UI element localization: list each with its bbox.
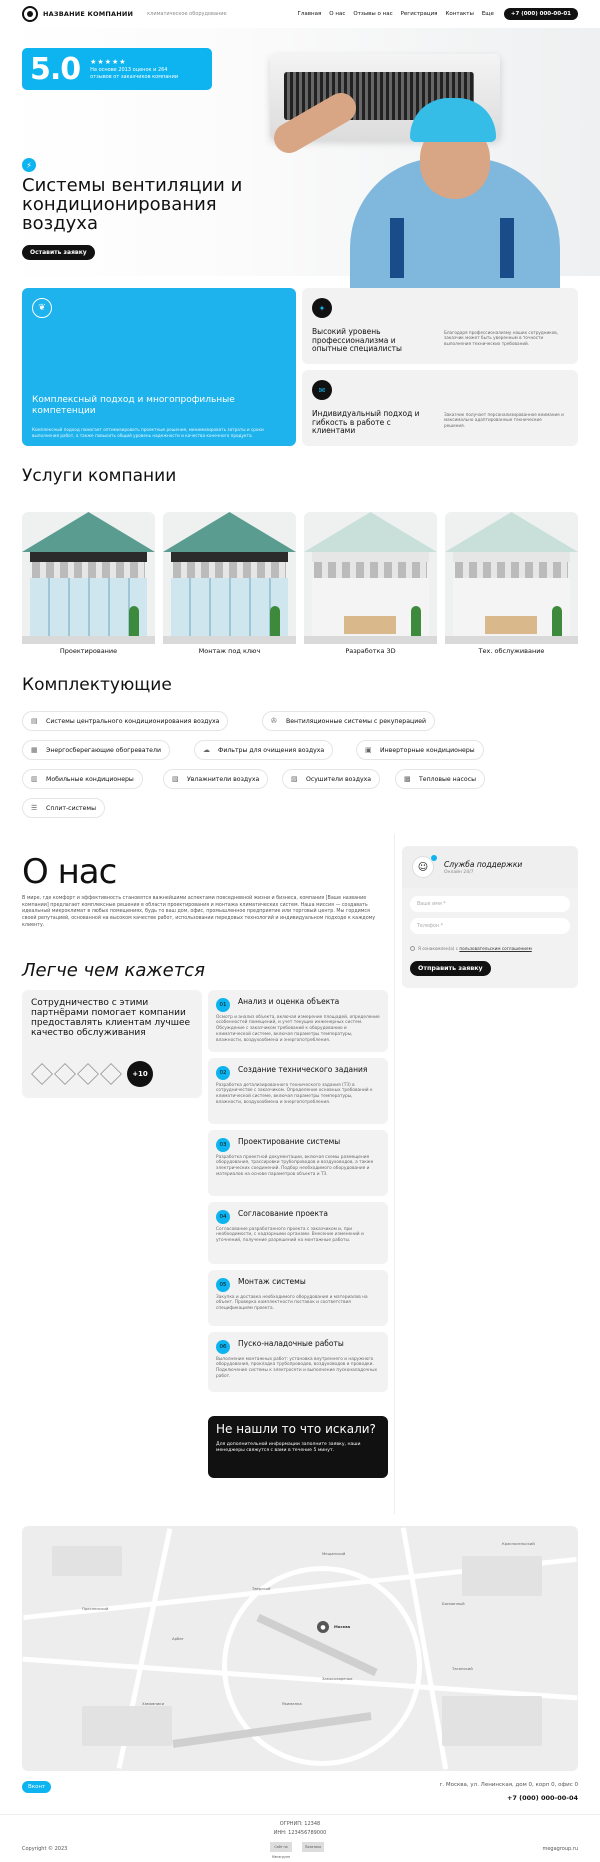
- step-number: 01: [216, 998, 230, 1012]
- step-card: [208, 1058, 388, 1124]
- name-input[interactable]: Ваше имя *: [410, 896, 570, 912]
- not-found-card[interactable]: [208, 1416, 388, 1478]
- components-title: Комплектующие: [22, 675, 172, 695]
- service-label: Тех. обслуживание: [478, 647, 545, 655]
- vk-social-button[interactable]: Вконт: [22, 1781, 51, 1793]
- step-title: Проектирование системы: [238, 1137, 341, 1146]
- step-number: 03: [216, 1138, 230, 1152]
- partner-logo-icon: [77, 1063, 99, 1085]
- partners-more-badge[interactable]: +10: [127, 1061, 153, 1087]
- plant-icon: [411, 606, 421, 636]
- consent-checkbox[interactable]: Я ознакомлен(а) с пользовательским соглашением: [410, 946, 532, 951]
- step-text: Закупка и доставка необходимого оборудования и материалов на объект. Проверка комплектности поставок и соответствия спецификациям проекта.: [216, 1294, 368, 1312]
- nav-item-more[interactable]: Еще: [481, 11, 494, 17]
- developer-link[interactable]: megagroup.ru: [542, 1846, 578, 1852]
- inn: ИНН: 123456789000: [273, 1830, 327, 1836]
- partners-card: [22, 990, 202, 1098]
- partner-logo-icon: [54, 1063, 76, 1085]
- hero-cta-button[interactable]: Оставить заявку: [22, 245, 95, 260]
- support-avatar: ☺: [412, 856, 434, 878]
- support-status: Онлайн 24/7: [444, 870, 474, 875]
- service-card-turnkey[interactable]: [163, 512, 296, 655]
- component-chip[interactable]: ✇ Вентиляционные системы с рекуперацией: [262, 711, 435, 731]
- rating-stars-icon: ★★★★★: [90, 57, 127, 66]
- feature-title: Индивидуальный подход и гибкость в работе с клиентами: [312, 409, 420, 436]
- nav-item-contacts[interactable]: Контакты: [445, 11, 474, 17]
- site-header: [0, 0, 600, 28]
- feature-text: Благодаря профессионализму наших сотрудников, заказчик может быть уверенным в точности выполнения технических требований.: [444, 330, 559, 346]
- service-label: Разработка 3D: [345, 647, 396, 655]
- step-text: Разработка детализированного технического задания (ТЗ) в сотрудничестве с заказчиком. Определение основных требований к климатической системе, включая параметры температуры, влажности, воздухообмена и энергопотребления.: [216, 1082, 373, 1106]
- hero-title: Системы вентиляции и кондиционирования воздуха: [22, 175, 243, 234]
- step-text: Разработка проектной документации, включая схемы размещения оборудования, трассировки трубопроводов и воздуховодов, а также электрических соединений. Подбор необходимого оборудования и материалов на основе параметров объекта и ТЗ.: [216, 1154, 374, 1178]
- online-indicator: [431, 855, 437, 861]
- leaf-icon: ❦: [32, 298, 52, 318]
- service-image: [304, 512, 437, 644]
- filter-icon: ☁: [203, 745, 210, 754]
- step-number: 02: [216, 1066, 230, 1080]
- split-system-icon: ☰: [31, 803, 38, 812]
- partner-logos: [31, 1061, 153, 1087]
- megagroup-badge[interactable]: Сайт на Мегагрупп: [270, 1842, 292, 1852]
- step-text: Выполнение монтажных работ: установка внутреннего и наружного оборудования, прокладка трубопроводов, воздуховодов и проводки. Подключение системы к электросети и выполнение пусконаладочных работ.: [216, 1356, 378, 1380]
- brand-name[interactable]: НАЗВАНИЕ КОМПАНИИ: [43, 10, 134, 18]
- component-chip[interactable]: ☰ Сплит-системы: [22, 798, 105, 818]
- step-card: [208, 990, 388, 1052]
- step-number: 05: [216, 1278, 230, 1292]
- step-number: 06: [216, 1340, 230, 1354]
- step-card: [208, 1332, 388, 1392]
- service-card-3d[interactable]: [304, 512, 437, 655]
- services-section: [0, 454, 600, 659]
- step-title: Пуско-наладочные работы: [238, 1339, 344, 1348]
- service-image: [22, 512, 155, 644]
- fan-icon: ✇: [271, 716, 277, 725]
- brand-tagline: климатическое оборудование: [147, 11, 227, 17]
- service-label: Монтаж под ключ: [198, 647, 261, 655]
- policy-badge[interactable]: Политика: [302, 1842, 324, 1852]
- not-found-title: Не нашли то что искали?: [216, 1422, 376, 1436]
- feature-card-individual: [302, 370, 578, 446]
- nav-item-home[interactable]: Главная: [297, 11, 322, 17]
- rating-badge: [22, 48, 212, 90]
- components-section: [0, 659, 600, 834]
- feature-card-professionalism: [302, 288, 578, 364]
- easy-title: Легче чем кажется: [22, 960, 205, 981]
- feature-title: Высокий уровень профессионализма и опытные специалисты: [312, 327, 402, 354]
- step-title: Монтаж системы: [238, 1277, 306, 1286]
- step-text: Осмотр и анализ объекта, включая измерение площадей, определение особенностей помещений, и учет текущих инженерных систем. Обсуждение с заказчиком требований к оборудованию и климатической системе, включая параметры температуры, влажности, воздухообмена и энергопотребления.: [216, 1014, 380, 1043]
- agreement-link[interactable]: пользовательским соглашением: [459, 946, 532, 951]
- nav-item-about[interactable]: О нас: [329, 11, 346, 17]
- step-text: Согласование разработанного проекта с заказчиком и, при необходимости, с надзорными органами. Внесение изменений и уточнений, получение разрешений на монтажные работы.: [216, 1226, 364, 1244]
- map-pin-icon[interactable]: ●: [317, 1621, 329, 1633]
- support-submit-button[interactable]: Отправить заявку: [410, 961, 491, 976]
- service-image: [163, 512, 296, 644]
- partners-text: Сотрудничество с этими партнёрами помогает компании предоставлять клиентам лучшее качество обслуживания: [31, 998, 191, 1038]
- partner-logo-icon: [31, 1063, 53, 1085]
- about-section: [0, 834, 600, 1514]
- feature-card-complex: [22, 288, 296, 446]
- badge-icon: ✦: [312, 298, 332, 318]
- plant-icon: [552, 606, 562, 636]
- company-address: г. Москва, ул. Ленинская, дом 0, корп 0, офис 0: [439, 1782, 578, 1788]
- heat-pump-icon: ▩: [404, 774, 411, 783]
- step-title: Создание технического задания: [238, 1065, 368, 1074]
- mobile-ac-icon: ▥: [31, 774, 38, 783]
- rating-note: На основе 2013 оценок и 264 отзывов от заказчиков компании: [90, 67, 179, 80]
- contacts-section: [0, 1514, 600, 1814]
- nav-item-registration[interactable]: Регистрация: [400, 11, 438, 17]
- component-chip[interactable]: ▨ Осушители воздуха: [282, 769, 380, 789]
- plant-icon: [129, 606, 139, 636]
- service-label: Проектирование: [59, 647, 118, 655]
- component-chip[interactable]: ▦ Энергосберегающие обогреватели: [22, 740, 170, 760]
- support-form: [402, 846, 578, 988]
- hero-technician-image: [270, 28, 600, 276]
- step-number: 04: [216, 1210, 230, 1224]
- header-phone-button[interactable]: +7 (000) 000-00-01: [504, 8, 578, 20]
- feature-title: Комплексный подход и многопрофильные компетенции: [32, 395, 235, 416]
- component-chip[interactable]: ▥ Мобильные кондиционеры: [22, 769, 143, 789]
- service-image: [445, 512, 578, 644]
- step-card: [208, 1270, 388, 1326]
- logo-icon[interactable]: [22, 6, 38, 22]
- services-title: Услуги компании: [22, 466, 177, 486]
- not-found-text: Для дополнительной информации заполните заявку, наши менеджеры свяжутся с вами в течение 5 минут.: [216, 1441, 361, 1453]
- nav-item-reviews[interactable]: Отзывы о нас: [353, 11, 393, 17]
- component-chip[interactable]: ▧ Увлажнители воздуха: [163, 769, 268, 789]
- lightning-icon: ⚡: [22, 158, 36, 172]
- about-title: О нас: [22, 852, 117, 892]
- map-city-label: Москва: [334, 1624, 351, 1629]
- step-title: Согласование проекта: [238, 1209, 329, 1218]
- plant-icon: [270, 606, 280, 636]
- ogrnip: ОГРНИП: 12348: [279, 1821, 321, 1827]
- partner-logo-icon: [100, 1063, 122, 1085]
- component-chip[interactable]: ☁ Фильтры для очищения воздуха: [194, 740, 333, 760]
- phone-input[interactable]: Телефон *: [410, 918, 570, 934]
- site-footer: [0, 1814, 600, 1861]
- service-card-design[interactable]: [22, 512, 155, 655]
- inverter-icon: ▣: [365, 745, 372, 754]
- step-card: [208, 1130, 388, 1196]
- chat-icon: ✉: [312, 380, 332, 400]
- hero-section: [0, 28, 600, 276]
- heater-icon: ▦: [31, 745, 38, 754]
- component-chip[interactable]: ▣ Инверторные кондиционеры: [356, 740, 484, 760]
- humidifier-icon: ▧: [172, 774, 179, 783]
- dehumidifier-icon: ▨: [291, 774, 298, 783]
- features-section: [0, 276, 600, 454]
- about-text: В мире, где комфорт и эффективность становятся важнейшими аспектами повседневной жизни и бизнеса, компания [Ваше название компании] предлагает комплексные решения в области проектирования и монтажа климатических систем. Наша миссия — создавать идеальный микроклимат в любых помещениях, будь то ваш дом, офис, промышленное предприятие или торговый центр. Мы гордимся своей репутацией, основанной на высоком качестве работ, использовании передовых технологий и индивидуальном подходе к каждому клиенту.: [22, 896, 376, 928]
- support-title: Служба поддержки: [444, 860, 523, 869]
- service-card-maintenance[interactable]: [445, 512, 578, 655]
- step-title: Анализ и оценка объекта: [238, 997, 340, 1006]
- ac-icon: ▤: [31, 716, 38, 725]
- city-map[interactable]: ● Москва Арбат Хамовники Якиманка Таганский Басманный Мещанский Тверской Пресненский Замоскворечье Красносельский: [22, 1526, 578, 1771]
- feature-text: Заказчик получает персонализированное внимание и максимально адаптированные технические решения.: [444, 412, 564, 428]
- copyright: Copyright © 2023: [22, 1846, 68, 1852]
- rating-value: 5.0: [30, 51, 81, 87]
- component-chip[interactable]: ▩ Тепловые насосы: [395, 769, 485, 789]
- step-card: [208, 1202, 388, 1264]
- component-chip[interactable]: ▤ Системы центрального кондиционирования воздуха: [22, 711, 228, 731]
- footer-phone[interactable]: +7 (000) 000-00-04: [506, 1794, 578, 1802]
- main-nav: [298, 11, 494, 17]
- feature-text: Комплексный подход помогает оптимизировать проектные решения, минимизировать затраты и сроки выполнения работ, а также повысить общий уровень надежности и качества конечного продукта.: [32, 427, 264, 438]
